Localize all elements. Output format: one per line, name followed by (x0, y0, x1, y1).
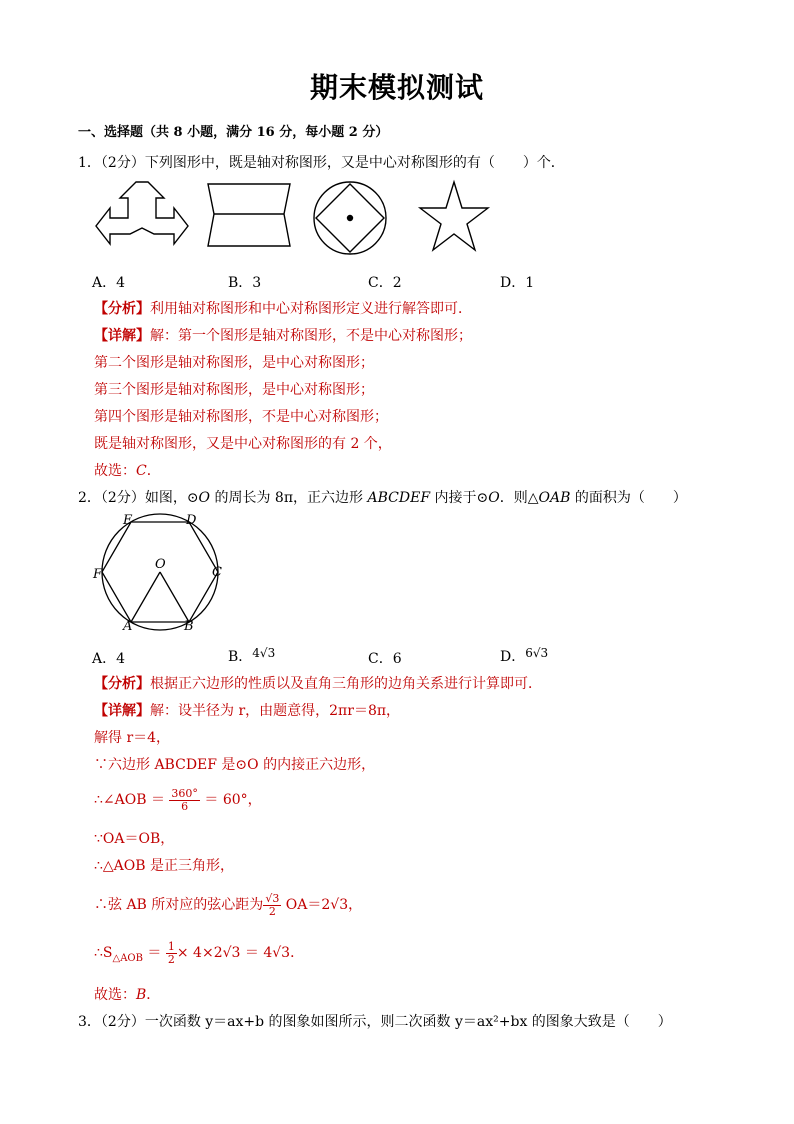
label-d: D (186, 513, 197, 528)
detail-text: 解：设半径为 r，由题意得，2πr＝8π， (150, 703, 401, 719)
detail-tag: 【详解】 (94, 703, 150, 719)
expr-part: ∴∠AOB ＝ (94, 792, 165, 808)
section-heading: 一、选择题（共 8 小题，满分 16 分，每小题 2 分） (78, 125, 389, 140)
fraction-denominator: 2 (167, 952, 175, 966)
q2-analysis (94, 675, 542, 693)
label-f: F (93, 567, 103, 582)
detail-text: 解：第一个图形是轴对称图形，不是中心对称图形； (150, 328, 472, 344)
fraction-denominator: 2 (268, 904, 276, 918)
subscript: △AOB (112, 952, 143, 964)
expr-part: OA＝2√3， (281, 897, 363, 913)
q1-option-d[interactable]: D．1 (500, 275, 535, 291)
q2-option-a[interactable]: A．4 (92, 651, 126, 667)
q1-detail-line: 第三个图形是轴对称图形，是中心对称图形； (94, 382, 374, 398)
circle-square-figure (314, 182, 386, 254)
q2-option-c[interactable]: C．6 (368, 651, 402, 667)
q3-stem: 3．（2分）一次函数 y＝ax+b 的图象如图所示，则二次函数 y＝ax²+bx 的图象大致是（ ） (78, 1014, 672, 1030)
q2-detail-line: ∴△AOB 是正三角形， (94, 858, 234, 874)
label-o: O (155, 557, 166, 572)
q2-detail-chord (94, 890, 362, 920)
answer-letter: C (136, 463, 147, 479)
q2-detail-angle (94, 786, 262, 814)
analysis-text: 利用轴对称图形和中心对称图形定义进行解答即可． (150, 301, 472, 317)
option-math: 4√3 (252, 646, 276, 660)
option-letter: B． (228, 649, 253, 665)
expr-part: ∴弦 AB 所对应的弦心距为 (94, 897, 264, 913)
q1-stem: 1．（2分）下列图形中，既是轴对称图形，又是中心对称图形的有（ ）个． (78, 155, 565, 171)
expr-part: ＝ (142, 945, 166, 961)
stem-part: 内接于⊙ (430, 490, 489, 506)
stem-part: O (488, 490, 500, 506)
stem-part: 的面积为（ ） (570, 490, 687, 506)
fraction-numerator: 360° (171, 786, 198, 800)
fraction (263, 893, 281, 918)
arrow-shape-figure (96, 182, 188, 244)
stem-part: 的周长为 8π，正六边形 (210, 490, 368, 506)
analysis-text: 根据正六边形的性质以及直角三角形的边角关系进行计算即可． (150, 676, 542, 692)
q2-stem (78, 489, 687, 507)
q2-answer (94, 986, 160, 1004)
q2-detail-line: ∵六边形 ABCDEF 是⊙O 的内接正六边形， (94, 757, 376, 773)
q1-detail-line: 第四个图形是轴对称图形，不是中心对称图形； (94, 409, 388, 425)
stem-part: 2．（2分）如图，⊙ (78, 490, 199, 506)
q2-detail-line (94, 702, 400, 720)
analysis-tag: 【分析】 (94, 676, 150, 692)
expr-part: × 4×2√3 ＝ 4√3． (176, 945, 305, 961)
fraction (169, 788, 200, 813)
label-e: E (123, 513, 133, 528)
answer-letter: B (136, 987, 147, 1003)
analysis-tag: 【分析】 (94, 301, 150, 317)
answer-suffix: ． (146, 463, 161, 479)
q2-detail-line: ∵OA＝OB， (94, 831, 175, 847)
answer-prefix: 故选： (94, 987, 136, 1003)
stem-part: O (198, 490, 211, 506)
expr-part: ＝ 60°， (204, 792, 262, 808)
fraction (166, 941, 177, 966)
q1-detail-line (94, 327, 472, 345)
page-title: 期末模拟测试 (309, 71, 484, 104)
quadrilateral-figure (208, 184, 290, 246)
q2-detail-area (94, 938, 304, 974)
label-a: A (123, 619, 133, 634)
q1-analysis (94, 300, 472, 318)
q1-detail-line: 第二个图形是轴对称图形，是中心对称图形； (94, 355, 374, 371)
q2-option-d[interactable] (500, 646, 548, 666)
q1-option-c[interactable]: C．2 (368, 275, 402, 291)
stem-part: ．则△ (499, 490, 539, 506)
q2-option-b[interactable] (228, 646, 275, 666)
label-b: B (184, 619, 194, 634)
fraction-numerator: √3 (265, 891, 280, 905)
fraction-numerator: 1 (167, 939, 175, 953)
answer-prefix: 故选： (94, 463, 136, 479)
q1-figures (90, 178, 510, 258)
q1-option-a[interactable]: A．4 (92, 275, 126, 291)
label-c: C (212, 565, 222, 580)
q1-answer (94, 462, 161, 480)
detail-tag: 【详解】 (94, 328, 150, 344)
option-math: 6√3 (525, 646, 549, 660)
option-letter: D． (500, 649, 526, 665)
q2-hexagon-figure (90, 512, 230, 636)
q1-detail-line: 既是轴对称图形，又是中心对称图形的有 2 个， (94, 436, 392, 452)
q1-option-b[interactable]: B．3 (228, 275, 262, 291)
stem-part: OAB (538, 490, 571, 506)
star-figure (420, 182, 488, 250)
q2-detail-line: 解得 r＝4， (94, 730, 171, 746)
expr-part: ∴S (94, 945, 113, 961)
stem-part: ABCDEF (367, 490, 431, 506)
fraction-denominator: 6 (181, 799, 189, 813)
answer-suffix: ． (146, 987, 161, 1003)
